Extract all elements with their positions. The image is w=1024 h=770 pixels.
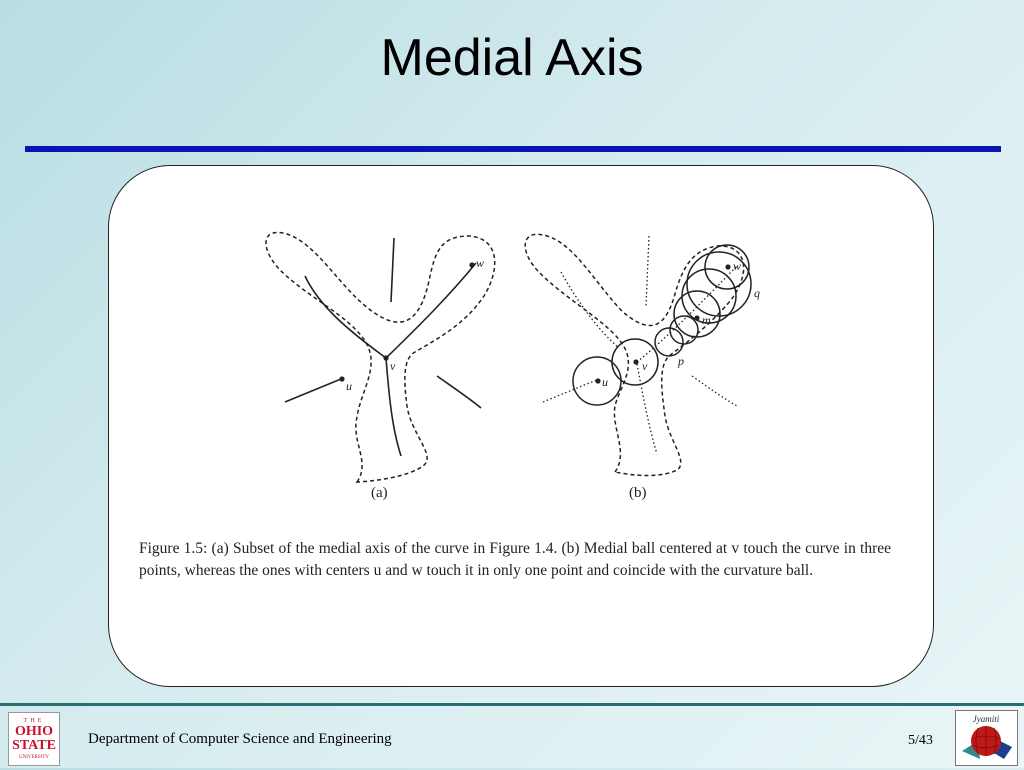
panel-a-axis-branch-w [386,263,476,358]
panel-b-point-m [694,315,699,320]
jyamiti-logo-graphic [956,711,1017,765]
panel-a-point-u [339,376,344,381]
panel-a-curve [266,232,495,482]
svg-text:UNIVERSITY: UNIVERSITY [19,755,49,760]
svg-text:THE: THE [23,718,45,724]
ohio-state-logo [8,712,60,766]
panel-b-axis-dotted-down [637,364,657,454]
medial-axis-figure [109,166,935,688]
panel-a-axis-right [437,376,481,408]
svg-text:Jyamiti: Jyamiti [972,714,1000,724]
panel-b-label-m: m [702,313,711,327]
svg-text:OHIO: OHIO [14,724,54,739]
figure-caption: Figure 1.5: (a) Subset of the medial axis of the curve in Figure 1.4. (b) Medial ball centered at v touch the curve in three points, whereas the ones with centers u and w touch it in only one point and coincide with the curvature ball. [139,540,891,579]
slide-title: Medial Axis [380,29,644,87]
panel-a-axis-top [391,238,394,302]
footer-department: Department of Computer Science and Engineering [88,731,392,747]
footer-divider [0,703,1024,706]
panel-a-axis-u [285,379,341,402]
panel-a-point-w [469,262,474,267]
panel-a-label-u: u [346,379,352,393]
panel-a-axis-branch-left [305,276,386,358]
panel-a-diagram [266,232,495,482]
jyamiti-lab-logo [955,710,1018,766]
panel-b-point-v [633,359,638,364]
ohio-state-logo-graphic [9,713,59,765]
title-divider [25,146,1001,152]
panel-b-label-p: p [678,354,684,368]
panel-b-axis-dotted-right [692,376,737,406]
panel-b-label-v: v [642,359,648,373]
panel-b-curve [525,234,743,475]
panel-b-diagram [525,234,751,475]
panel-b-point-u [595,378,600,383]
panel-a-label-v: v [390,359,396,373]
figure-panel [108,165,934,687]
panel-b-point-w [725,264,730,269]
panel-a-caption-label: (a) [371,485,388,501]
panel-b-caption-label: (b) [629,485,647,501]
page-number: 5/43 [908,733,933,748]
panel-a-label-w: w [476,256,485,270]
panel-b-axis-dotted-u [543,379,599,402]
panel-a-point-v [383,355,388,360]
panel-b-axis-dotted-top [646,236,649,306]
panel-b-label-u: u [602,375,608,389]
panel-b-label-w: w [733,259,742,273]
panel-b-axis-dotted-left [561,272,619,348]
svg-text:STATE: STATE [12,738,56,753]
panel-b-label-q: q [754,286,760,300]
panel-b-ball-p [655,328,683,356]
panel-b-ball-m [674,291,720,337]
